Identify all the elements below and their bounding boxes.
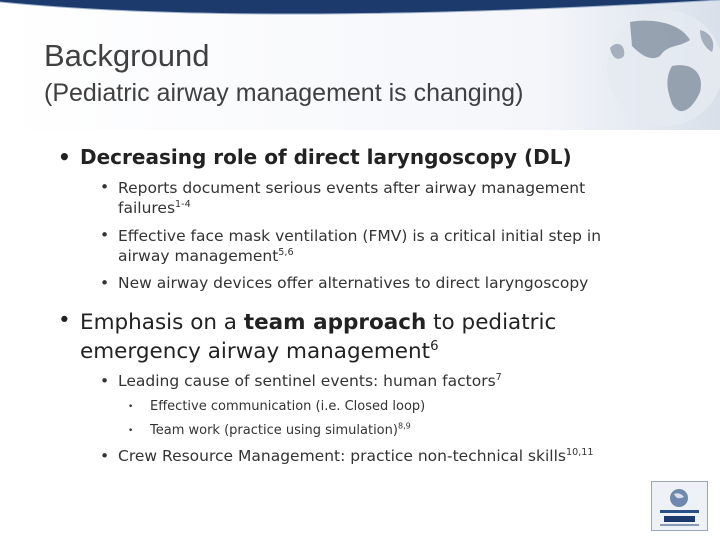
bullet-icon: • bbox=[128, 426, 134, 436]
subbullet-crew-resource-management: • Crew Resource Management: practice non-technical skills$^{10,11}$ bbox=[100, 446, 594, 465]
slide-title bbox=[44, 36, 523, 110]
subsubbullet-communication: • Effective communication (i.e. Closed loop) bbox=[128, 399, 426, 414]
bullet-icon: • bbox=[58, 308, 71, 333]
subbullet-sentinel-events: • Leading cause of sentinel events: human factors$^7$ bbox=[100, 371, 502, 390]
bullet-icon: • bbox=[100, 226, 110, 244]
emphasis-team-approach: team approach bbox=[243, 310, 427, 335]
bullet-icon: • bbox=[100, 178, 110, 196]
bullet-icon: • bbox=[100, 372, 110, 390]
title-line-1: Background bbox=[44, 38, 210, 73]
subsubbullet-teamwork: • Team work (practice using simulation)$^{8,9}$ bbox=[128, 421, 411, 438]
bullet-icon: • bbox=[128, 402, 134, 412]
subbullet-reports bbox=[100, 178, 618, 218]
bullet-icon: • bbox=[58, 145, 71, 169]
bullet-team-approach: • Emphasis on a team approach to pediatric emergency airway management$^6$ bbox=[58, 308, 557, 364]
subbullet-new-devices bbox=[100, 274, 588, 292]
bullet-icon: • bbox=[100, 447, 110, 465]
citation: 10,11 bbox=[565, 446, 594, 458]
subbullet-new-devices-text: New airway devices offer alternatives to direct laryngoscopy bbox=[118, 274, 589, 292]
citation: 1-4 bbox=[175, 198, 191, 210]
globe-icon bbox=[607, 10, 720, 126]
citation: 8,9 bbox=[397, 421, 411, 431]
organization-logo bbox=[651, 481, 708, 531]
subbullet-fmv bbox=[100, 226, 638, 266]
citation: 5,6 bbox=[278, 246, 294, 258]
subbullet-fmv-text: Effective face mask ventilation (FMV) is a critical initial step in airway management bbox=[118, 227, 602, 265]
bullet-icon: • bbox=[100, 274, 110, 292]
citation: 7 bbox=[495, 371, 502, 383]
bullet-decreasing-dl: • Decreasing role of direct laryngoscopy (DL) bbox=[58, 145, 572, 169]
subbullet-reports-text: Reports document serious events after airway management failures bbox=[118, 179, 586, 217]
citation: 6 bbox=[430, 338, 439, 354]
title-line-2: (Pediatric airway management is changing) bbox=[44, 79, 524, 107]
